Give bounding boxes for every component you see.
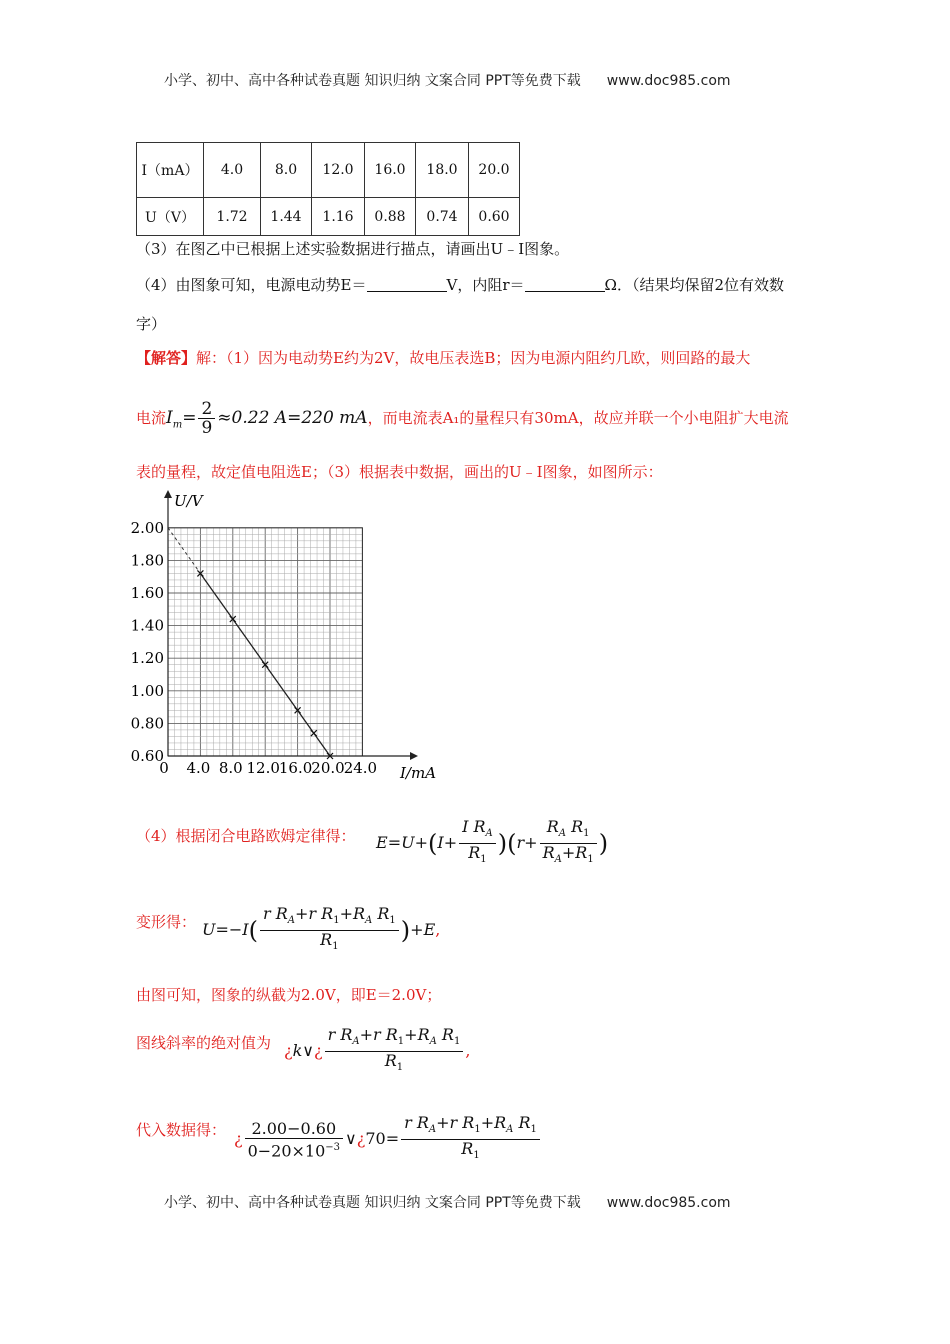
table-cell: 0.74 — [416, 198, 469, 236]
substitute-label: 代入数据得： — [136, 1121, 227, 1139]
table-cell: 12.0 — [312, 143, 365, 198]
answer-blank-r[interactable] — [525, 276, 605, 292]
answer-line-2: 电流$I_m=$ $\frac{2}{9}$ ≈0.22 A=220 mA，而电流表A₁的量程只有30mA，故应并联一个小电阻扩大电流 — [136, 399, 789, 438]
x-tick-label: 16.0 — [278, 759, 313, 777]
page-header — [164, 70, 731, 90]
formula-slope: ¿k∨¿ $\frac{r R_A+r R_1+R_A R_1}{R_1}$ , — [284, 1025, 471, 1074]
table-row — [137, 143, 520, 198]
table-cell: 4.0 — [204, 143, 261, 198]
x-tick-label: 4.0 — [186, 759, 211, 777]
x-tick-label: 20.0 — [311, 759, 345, 777]
slope-label: 图线斜率的绝对值为 — [136, 1034, 272, 1052]
intercept-line: 由图可知，图象的纵截为2.0V，即E＝2.0V； — [136, 986, 442, 1004]
y-tick-label: 1.80 — [130, 551, 164, 570]
question-4: （4）由图象可知，电源电动势E＝ V，内阻r＝ Ω．（结果均保留2位有效数 — [136, 276, 784, 294]
y-axis-label: U/V — [174, 492, 203, 510]
u-i-chart — [120, 488, 440, 788]
y-tick-label: 1.20 — [130, 649, 164, 668]
y-axis-arrow — [164, 490, 172, 498]
answer-blank-e[interactable] — [367, 276, 447, 292]
table-cell: U（V） — [137, 198, 204, 236]
chart-fit-line — [168, 528, 330, 756]
table-cell: 0.60 — [469, 198, 520, 236]
table-cell: 0.88 — [365, 198, 416, 236]
table-cell: 18.0 — [416, 143, 469, 198]
footer-site[interactable]: www.doc985.com — [606, 1195, 731, 1211]
answer-tag: 【解答】 — [136, 349, 197, 367]
table-row — [137, 198, 520, 236]
table-cell: 16.0 — [365, 143, 416, 198]
y-tick-label: 1.40 — [130, 616, 164, 635]
x-tick-label: 0 — [159, 759, 169, 777]
table-cell: 1.72 — [204, 198, 261, 236]
y-tick-label: 0.60 — [130, 747, 164, 765]
y-tick-label: 2.00 — [130, 518, 164, 537]
question-4-line2: 字） — [136, 315, 167, 333]
y-tick-label: 1.00 — [130, 681, 164, 700]
table-cell: 8.0 — [261, 143, 312, 198]
y-tick-label: 0.80 — [130, 714, 164, 733]
x-tick-label: 12.0 — [246, 759, 280, 777]
answer-line-1: 【解答】解：（1）因为电动势E约为2V，故电压表选B；因为电源内阻约几欧，则回路的最大 — [136, 349, 751, 367]
y-tick-label: 1.60 — [130, 584, 164, 602]
fit-line-extension — [168, 528, 200, 574]
x-tick-label: 8.0 — [218, 759, 243, 777]
x-tick-label: 24.0 — [343, 759, 378, 777]
table-cell: 1.44 — [261, 198, 312, 236]
page-footer — [164, 1192, 731, 1212]
chart-grid — [168, 528, 362, 756]
answer-line-3: 表的量程，故定值电阻选E；（3）根据表中数据，画出的U﹣I图象，如图所示： — [136, 463, 663, 481]
header-site[interactable]: www.doc985.com — [606, 73, 731, 89]
formula-ohm-law: E=U+(I+ $\frac{I R_A}{R_1}$ )(r+ $\frac{R_A R_1}{R_A+R_1}$ ) — [376, 817, 609, 866]
x-axis-label: I/mA — [400, 764, 437, 782]
data-table — [136, 142, 520, 236]
formula-deformed: U=−I( $\frac{r R_A+r R_1+R_A R_1}{R_1}$ )+E, — [202, 904, 441, 953]
footer-text: 小学、初中、高中各种试卷真题 知识归纳 文案合同 PPT等免费下载 — [164, 1195, 581, 1211]
formula-substitute: ¿ $\frac{2.00-0.60}{0-20\times 10^{-3}}$ ∨¿70= $\frac{r R_A+r R_1+R_A R_1}{R_1}$ — [234, 1114, 542, 1165]
header-text: 小学、初中、高中各种试卷真题 知识归纳 文案合同 PPT等免费下载 — [164, 73, 581, 89]
table-cell: I（mA） — [137, 143, 204, 198]
data-point — [311, 730, 317, 736]
question-3: （3）在图乙中已根据上述实验数据进行描点，请画出U﹣I图象。 — [136, 240, 570, 258]
deform-label: 变形得： — [136, 913, 197, 931]
table-cell: 1.16 — [312, 198, 365, 236]
part4-label: （4）根据闭合电路欧姆定律得： — [136, 827, 356, 845]
x-axis-arrow — [410, 752, 418, 760]
table-cell: 20.0 — [469, 143, 520, 198]
